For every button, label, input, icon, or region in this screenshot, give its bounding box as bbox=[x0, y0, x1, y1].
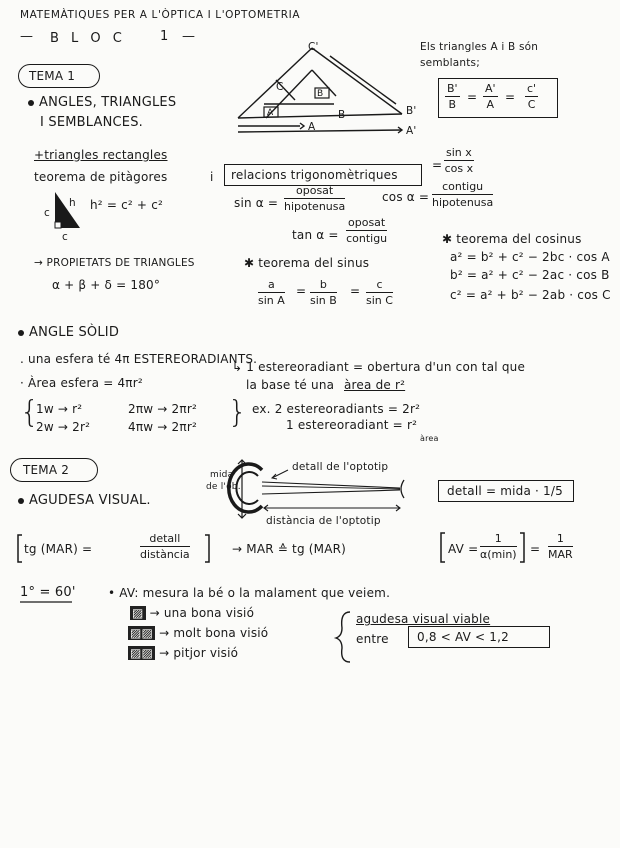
ratio-b: $\frac{B'}{B}$ bbox=[447, 82, 458, 111]
mar-approx: → MAR ≙ tg (MAR) bbox=[232, 542, 347, 556]
cos-fraction: contigu hipotenusa bbox=[432, 180, 494, 209]
steradian-example-1: ex. 2 estereoradiants = 2r² bbox=[252, 402, 421, 416]
minute-conversion: 1° = 60' bbox=[20, 585, 76, 600]
tan-fraction: oposat contigu bbox=[346, 216, 388, 245]
sine-eq-2: = bbox=[350, 284, 361, 298]
similarity-ratio-box bbox=[438, 78, 558, 118]
tan-label: tan α = bbox=[292, 228, 339, 242]
tri-label-h: h bbox=[69, 197, 76, 209]
bloc-number: 1 bbox=[160, 29, 169, 44]
viable-range-box bbox=[408, 626, 550, 648]
sine-theorem: ✱ teorema del sinus bbox=[244, 256, 370, 270]
angles-heading: ANGLES, TRIANGLES bbox=[28, 96, 176, 110]
proportion-brace-right: } bbox=[228, 395, 248, 430]
sine-c: $\frac{c}{\text{sin C}}$ bbox=[366, 278, 393, 307]
tg-mar-fraction: detall distància bbox=[140, 532, 190, 561]
angle-solid-heading: ANGLE SÒLID bbox=[18, 326, 119, 340]
av-definition: • AV: mesura la bé o la malament que veiem. bbox=[108, 586, 391, 600]
distance-label: distància de l'optotip bbox=[266, 515, 381, 527]
ratio-eq-2: = bbox=[505, 90, 516, 104]
proportion-brace-left: { bbox=[20, 395, 40, 430]
sphere-area: · Àrea esfera = 4πr² bbox=[20, 376, 143, 390]
area-note: àrea bbox=[420, 434, 439, 443]
tema1-badge bbox=[18, 64, 100, 88]
tan-side-fraction: $\frac{\text{sin x}}{\text{cos x}}$ bbox=[444, 146, 474, 175]
tema2-label: TEMA 2 bbox=[23, 463, 70, 477]
viable-acuity: agudesa visual viable bbox=[356, 612, 491, 626]
cosine-c: c² = a² + b² − 2ab · cos C bbox=[450, 288, 611, 302]
tema2-badge bbox=[10, 458, 98, 482]
tri-label-c2: c bbox=[62, 231, 68, 243]
av-fraction: 1 α(min) bbox=[480, 532, 517, 561]
row1-b: 2πw → 2πr² bbox=[128, 402, 197, 416]
cosine-b: b² = a² + c² − 2ac · cos B bbox=[450, 268, 610, 282]
and-word: i bbox=[210, 170, 214, 184]
right-triangle-drawing bbox=[55, 192, 80, 228]
size-label-1: mida bbox=[210, 470, 234, 480]
trig-relations-label: relacions trigonomètriques bbox=[231, 168, 398, 182]
sin-label: sin α = bbox=[234, 196, 279, 210]
similar-note-1: Els triangles A i B són bbox=[420, 41, 539, 53]
pythagoras-formula: h² = c² + c² bbox=[90, 198, 163, 212]
av-eq: = bbox=[530, 542, 541, 556]
scribble-mark: ▨▨ bbox=[130, 626, 154, 640]
ratio-c: $\frac{c'}{C}$ bbox=[527, 82, 537, 111]
steradian-definition-2a: la base té una bbox=[246, 378, 335, 392]
label-a: A bbox=[308, 121, 316, 133]
label-a-prime: A' bbox=[406, 125, 417, 137]
sine-eq-1: = bbox=[296, 284, 307, 298]
viable-range: 0,8 < AV < 1,2 bbox=[417, 630, 509, 644]
label-tri-a: A bbox=[267, 108, 274, 118]
steradian-example-2: 1 estereoradiant = r² bbox=[286, 418, 418, 432]
scribble-mark: ▨▨ bbox=[130, 646, 154, 660]
pythagoras-heading: teorema de pitàgores bbox=[34, 170, 168, 184]
steradian-definition-1: ↳ 1 estereoradiant = obertura d'un con tal que bbox=[232, 360, 526, 374]
steradian-definition-2b: àrea de r² bbox=[344, 378, 406, 392]
tri-label-c1: c bbox=[44, 207, 50, 219]
acuity-row-worse: ▨▨ → pitjor visió bbox=[130, 646, 239, 660]
trig-relations-box bbox=[224, 164, 422, 186]
right-triangles-heading: +triangles rectangles bbox=[34, 148, 168, 162]
tema1-label: TEMA 1 bbox=[29, 69, 76, 83]
cosine-a: a² = b² + c² − 2bc · cos A bbox=[450, 250, 610, 264]
triangle-properties: → PROPIETATS DE TRIANGLES bbox=[34, 257, 195, 269]
sine-b: $\frac{b}{\text{sin B}}$ bbox=[310, 278, 337, 307]
similar-note-2: semblants; bbox=[420, 57, 480, 69]
sphere-sentence: . una esfera té 4π ESTEREORADIANTS. bbox=[20, 352, 258, 366]
detail-label: detall de l'optotip bbox=[292, 461, 389, 473]
visual-acuity-heading: AGUDESA VISUAL. bbox=[18, 494, 151, 508]
label-c-prime: C' bbox=[308, 41, 319, 53]
bloc-dash-right: — bbox=[182, 29, 196, 44]
ratio-eq-1: = bbox=[467, 90, 478, 104]
row2-b: 4πw → 2πr² bbox=[128, 420, 197, 434]
acuity-row-very-good: ▨▨ → molt bona visió bbox=[130, 626, 269, 640]
label-b-point: B bbox=[338, 109, 346, 121]
viable-range-word: entre bbox=[356, 632, 389, 646]
cos-label: cos α = bbox=[382, 190, 430, 204]
cosine-theorem: ✱ teorema del cosinus bbox=[442, 232, 582, 246]
label-tri-b: B bbox=[317, 89, 324, 99]
acuity-row-good: ▨ → una bona visió bbox=[132, 606, 255, 620]
bloc-dash-left: — bbox=[20, 29, 34, 44]
label-c: C bbox=[276, 81, 284, 93]
sine-a: $\frac{a}{\text{sin A}}$ bbox=[258, 278, 285, 307]
angle-sum: α + β + δ = 180° bbox=[52, 278, 161, 292]
angles-heading-2: I SEMBLANCES. bbox=[40, 115, 144, 130]
tg-mar-lhs: tg (MAR) = bbox=[24, 542, 93, 556]
sin-fraction: oposat hipotenusa bbox=[284, 184, 346, 213]
scribble-mark: ▨ bbox=[132, 606, 144, 620]
detail-formula: detall = mida · 1/5 bbox=[447, 484, 563, 498]
row2-a: 2w → 2r² bbox=[36, 420, 91, 434]
detail-formula-box bbox=[438, 480, 574, 502]
size-label-2: de l'ob. bbox=[206, 482, 241, 492]
brace-drawing bbox=[336, 612, 350, 662]
row1-a: 1w → r² bbox=[36, 402, 83, 416]
av-mar-fraction: 1 MAR bbox=[548, 532, 573, 561]
label-b-prime: B' bbox=[406, 105, 417, 117]
av-lhs: AV = bbox=[448, 542, 479, 556]
page-title: MATEMÀTIQUES PER A L'ÒPTICA I L'OPTOMETRIA bbox=[20, 9, 301, 21]
bloc-heading: B L O C bbox=[50, 31, 126, 46]
tan-side-eq: = bbox=[432, 158, 443, 172]
ratio-a: $\frac{A'}{A}$ bbox=[485, 82, 496, 111]
